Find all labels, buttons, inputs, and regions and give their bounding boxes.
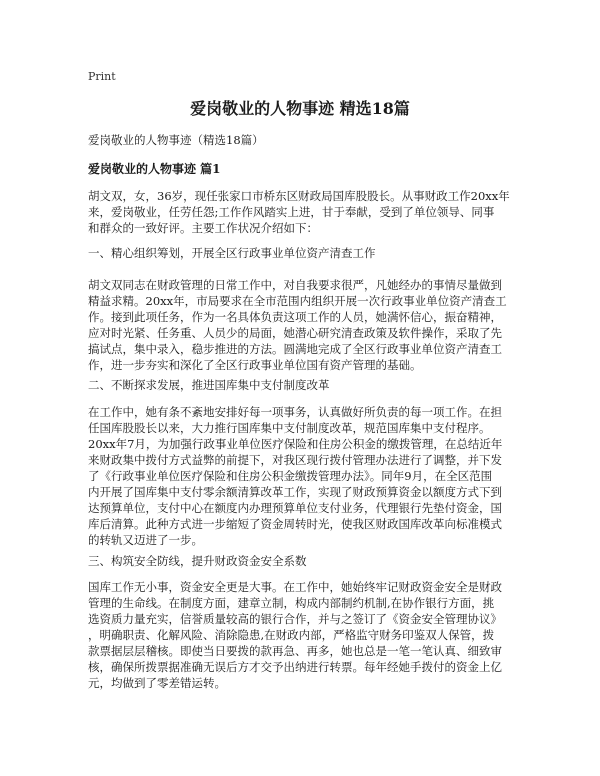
paragraph-line: 任国库股股长以来，大力推行国库集中支付制度改革，规范国库集中支付程序。 [88,421,491,435]
paragraph-line: 库后清算。此种方式进一步缩短了资金周转时光，使我区财政国库改革向标准模式 [88,517,502,531]
paragraph-line: 搞试点，集中录入，稳步推进的方法。圆满地完成了全区行政事业单位资产清查工 [88,342,502,356]
paragraph-line: 胡文双同志在财政管理的日常工作中，对自我要求很严，凡她经办的事情尽量做到 [88,278,502,292]
paragraph-line: 国库工作无小事，资金安全更是大事。在工作中，她始终牢记财政资金安全是财政 [88,580,502,594]
paragraph-line: 在工作中，她有条不紊地安排好每一项事务，认真做好所负责的每一项工作。在担 [88,405,502,419]
section-heading-1: 一、精心组织筹划，开展全区行政事业单位资产清查工作 [88,246,376,260]
paragraph-line: 款票据层层稽核。即使当日要拨的款再急、再多，她也总是一笔一笔认真、细致审 [88,644,502,658]
paragraph-line: 的转轨又迈进了一步。 [88,533,203,547]
paragraph-line: 内开展了国库集中支付零余额清算改革工作，实现了财政预算资金以额度方式下到 [88,485,502,499]
part-heading: 爱岗敬业的人物事迹 篇1 [88,162,221,176]
paragraph-line: 了《行政事业单位医疗保险和住房公积金缴拨管理办法》。同年9月，在全区范围 [88,469,493,483]
paragraph-line: 管理的生命线。在制度方面，建章立制，构成内部制约机制,在协作银行方面，挑 [88,596,495,610]
section1-paragraph [88,277,520,373]
paragraph-line: ，明确职责、化解风险、消除隐患,在财政内部，严格监守财务印鉴双人保管，拨 [88,628,495,642]
paragraph-line: 元，均做到了零差错运转。 [88,676,226,690]
section2-paragraph [88,404,520,548]
paragraph-line: 作，进一步夯实和深化了全区行政事业单位国有资产管理的基础。 [88,358,422,372]
paragraph-line: 应对时光紧、任务重、人员少的局面，她潜心研究清查政策及软件操作，采取了先 [88,326,502,340]
paragraph-line: 选资质力量充实，信誉质量较高的银行合作，并与之签订了《资金安全管理协议》 [88,612,502,626]
paragraph-line: 胡文双，女，36岁，现任张家口市桥东区财政局国库股股长。从事财政工作20xx年 [88,189,510,203]
paragraph-line: 作。接到此项任务，作为一名具体负责这项工作的人员，她满怀信心，振奋精神， [88,310,502,324]
document-title: 爱岗敬业的人物事迹 精选18篇 [190,99,410,118]
paragraph-line: 核，确保所拨票据准确无误后方才交予出纳进行转票。每年经她手拨付的资金上亿 [88,660,502,674]
intro-paragraph [88,188,520,236]
paragraph-line: 来财政集中拨付方式益弊的前提下，对我区现行拨付管理办法进行了调整，并下发 [88,453,502,467]
print-label[interactable]: Print [88,70,116,83]
paragraph-line: 来，爱岗敬业，任劳任怨;工作作风踏实上进，甘于奉献，受到了单位领导、同事 [88,205,495,219]
document-subtitle: 爱岗敬业的人物事迹（精选18篇） [88,133,264,147]
paragraph-line: 达预算单位，支付中心在额度内办理预算单位支付业务，代理银行先垫付资金，国 [88,501,502,515]
section3-paragraph [88,579,520,691]
section-heading-2: 二、不断探求发展，推进国库集中支付制度改革 [88,378,330,392]
paragraph-line: 精益求精。20xx年，市局要求在全市范围内组织开展一次行政事业单位资产清查工 [88,294,507,308]
paragraph-line: 和群众的一致好评。主要工作状况介绍如下： [88,221,318,235]
section-heading-3: 三、构筑安全防线，提升财政资金安全系数 [88,554,307,568]
paragraph-line: 20xx年7月，为加强行政事业单位医疗保险和住房公积金的缴拨管理，在总结近年 [88,437,503,451]
